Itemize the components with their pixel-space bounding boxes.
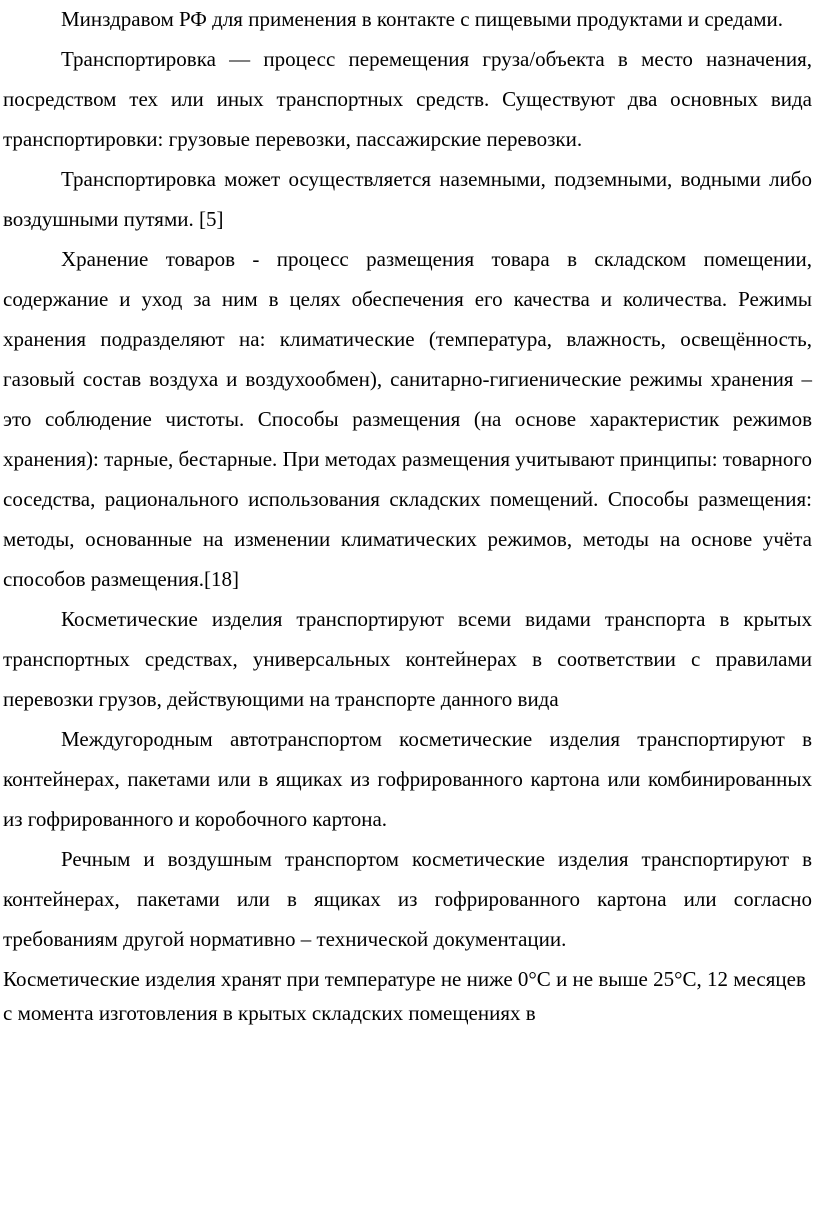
paragraph-1-continuation: Минздравом РФ для применения в контакте с пищевыми продуктами и средами. xyxy=(61,7,783,31)
paragraph-storage-of-goods: Хранение товаров - процесс размещения товара в складском помещении, содержание и уход за ним в целях обеспечения его качества и количества. Режимы хранения подразделяют на: климатические (температура, влажность, освещённость, газовый состав воздуха и воздухообмен), санитарно-гигиенические режимы хранения – это соблюдение чистоты. Способы размещения (на основе характеристик режимов хранения): тарные, бестарные. При методах размещения учитывают принципы: товарного соседства, рационального использования складских помещений. Способы размещения: методы, основанные на изменении климатических режимов, методы на основе учёта способов размещения.[18] xyxy=(3,247,812,591)
paragraph-transportation-definition: Транспортировка — процесс перемещения груза/объекта в место назначения, посредством тех или иных транспортных средств. Существуют два основных вида транспортировки: грузовые перевозки, пассажирские перевозки. xyxy=(3,47,812,151)
paragraph-transportation-routes: Транспортировка может осуществляется наземными, подземными, водными либо воздушными путями. [5] xyxy=(3,167,812,231)
paragraph-river-air-transport: Речным и воздушным транспортом косметические изделия транспортируют в контейнерах, пакетами или в ящиках из гофрированного картона или согласно требованиям другой нормативно – технической документации. xyxy=(3,847,812,951)
paragraph-storage-conditions: Косметические изделия хранят при температуре не ниже 0°С и не выше 25°С, 12 месяцев с момента изготовления в крытых складских помещениях в xyxy=(3,967,806,1025)
paragraph-intercity-transport: Междугородным автотранспортом косметические изделия транспортируют в контейнерах, пакетами или в ящиках из гофрированного картона или комбинированных из гофрированного и коробочного картона. xyxy=(3,727,812,831)
paragraph-cosmetics-transport: Косметические изделия транспортируют всеми видами транспорта в крытых транспортных средствах, универсальных контейнерах в соответствии с правилами перевозки грузов, действующими на транспорте данного вида xyxy=(3,607,812,711)
